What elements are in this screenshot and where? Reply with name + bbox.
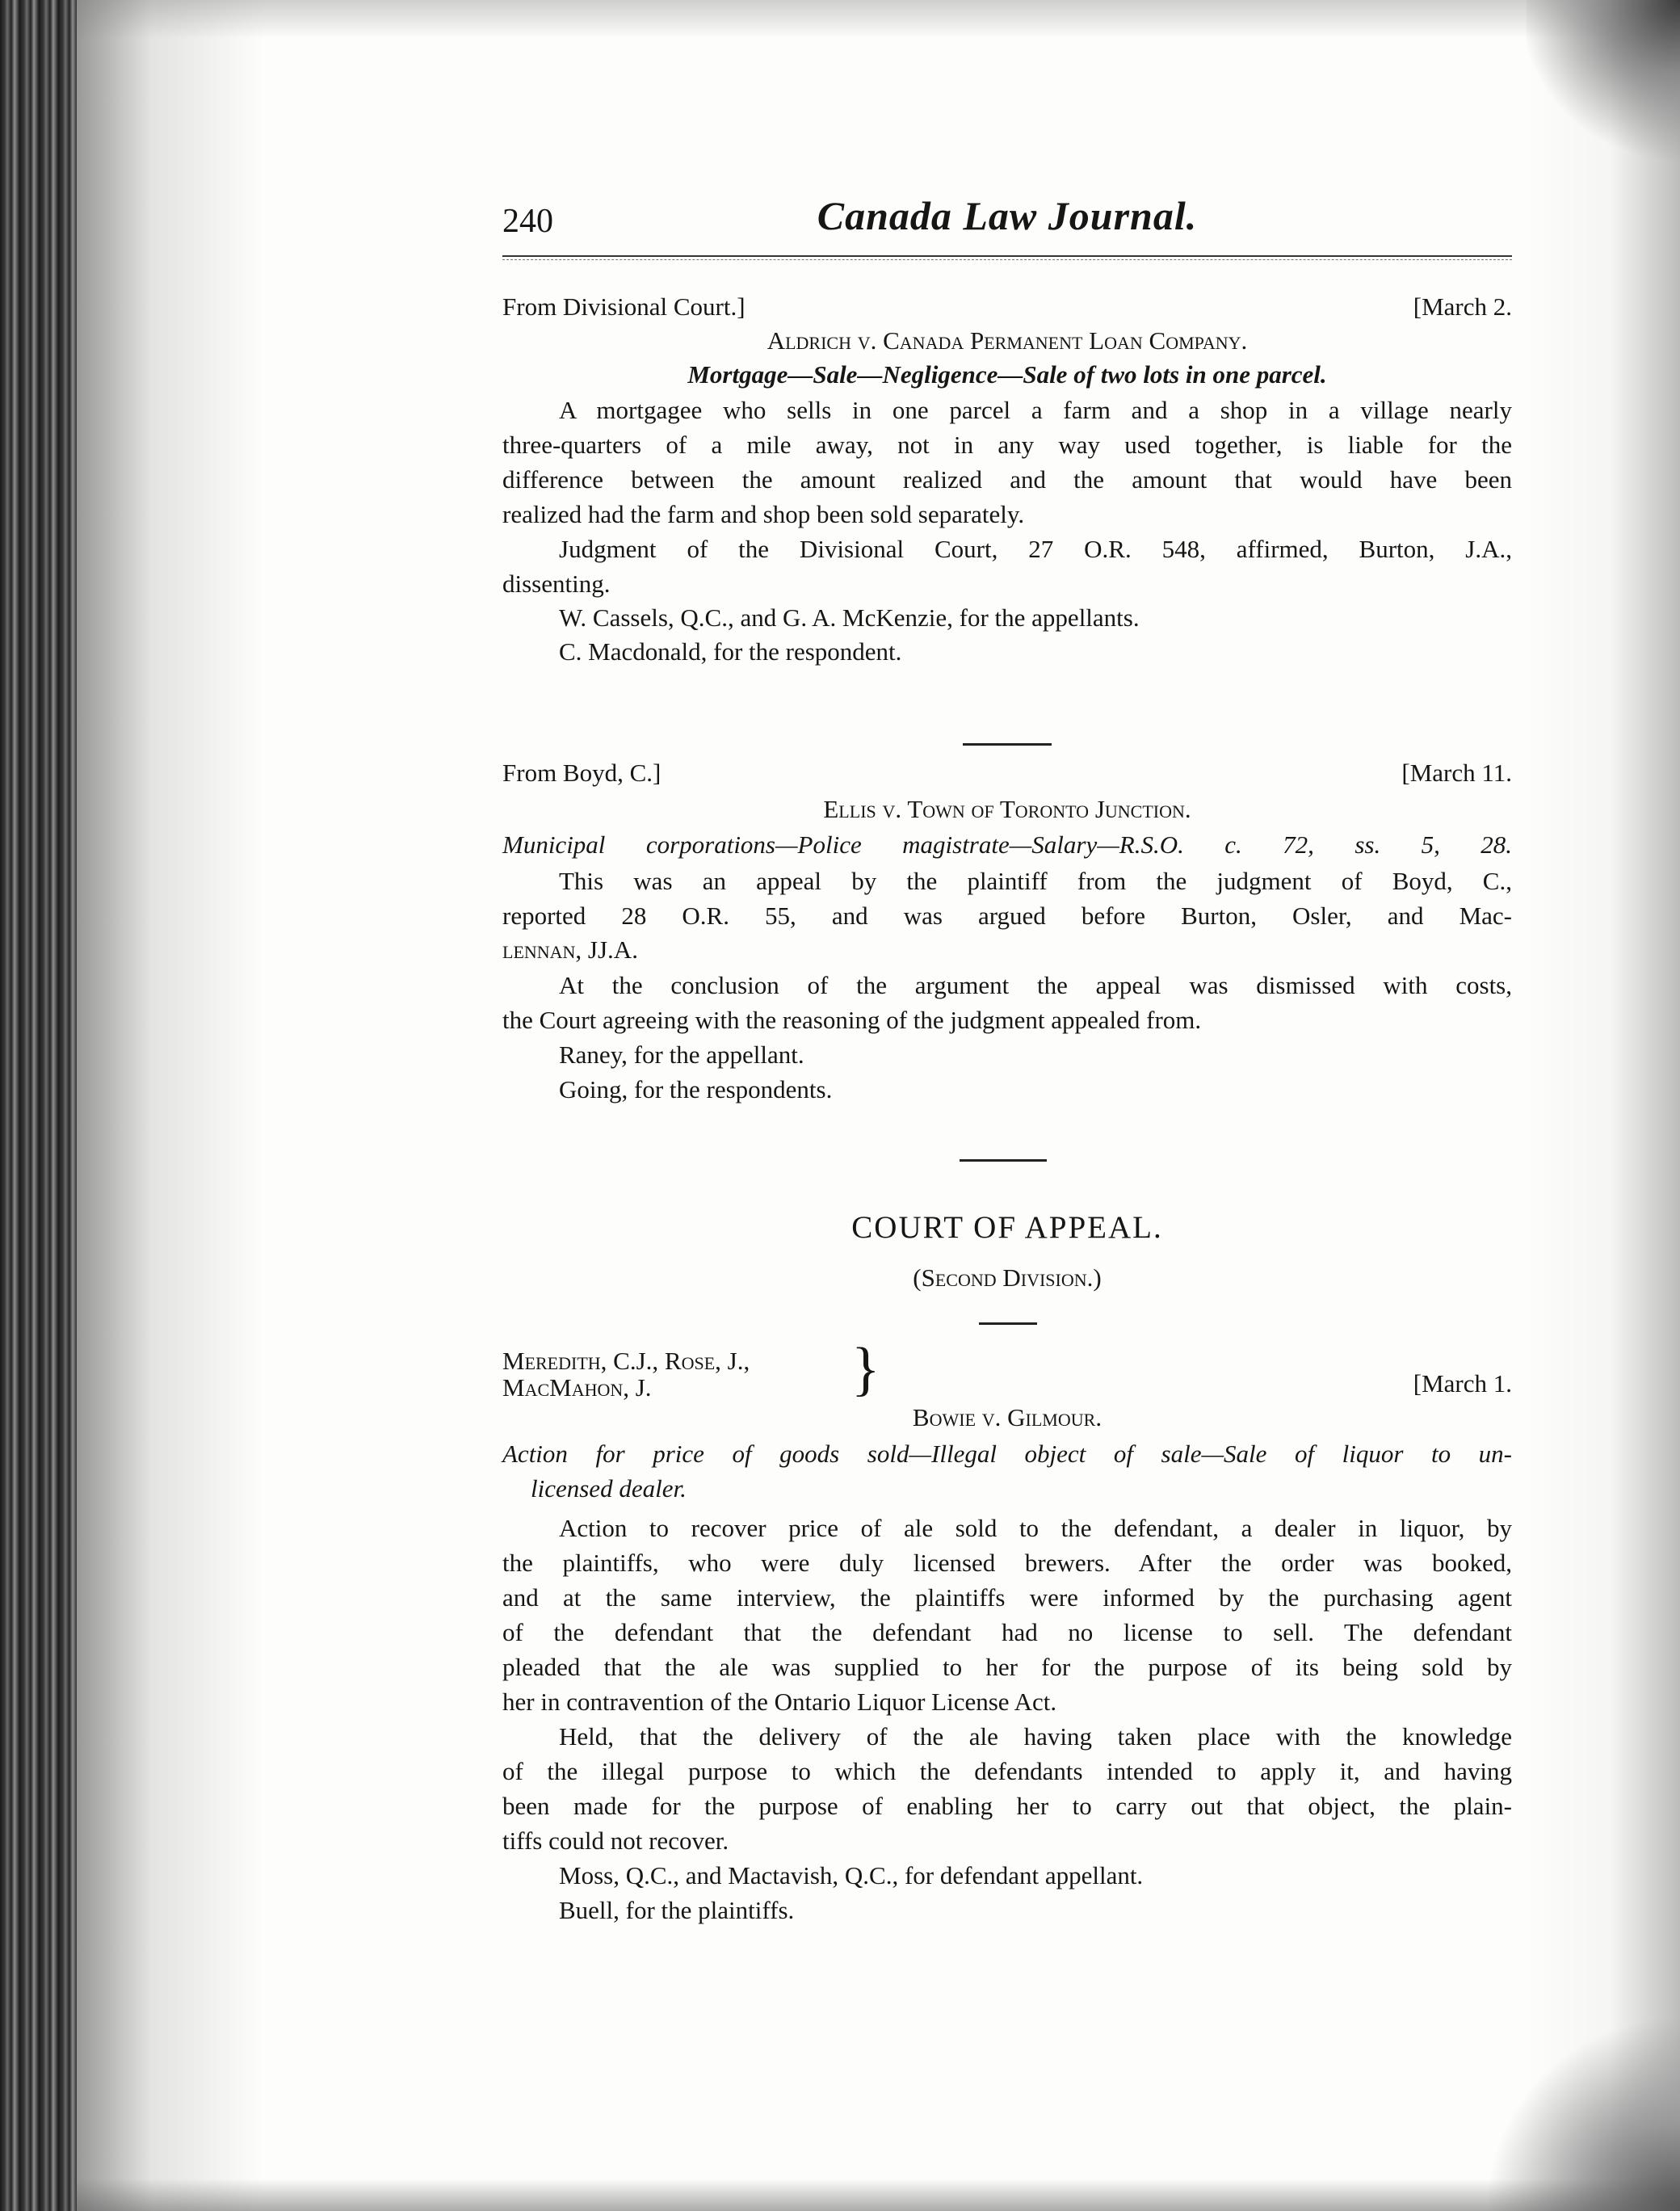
- case3-judges-line: MacMahon, J.: [502, 1373, 652, 1402]
- case2-counsel-respondents: Going, for the respondents.: [559, 1075, 833, 1103]
- header-rule: [502, 255, 1512, 257]
- judges-brace: }: [851, 1336, 880, 1402]
- case1-body-line: A mortgagee who sells in one parcel a farm and a shop in a village nearly: [559, 396, 1512, 424]
- case2-headnote: Municipal corporations—Police magistrate—Salary—R.S.O. c. 72, ss. 5, 28.: [502, 830, 1512, 859]
- case2-body-line: lennan, JJ.A.: [502, 935, 638, 964]
- running-header: [502, 192, 1512, 249]
- section-separator: [979, 1322, 1037, 1325]
- case2-conclusion-line: the Court agreeing with the reasoning of the judgment appealed from.: [502, 1006, 1202, 1034]
- case3-headnote-line: licensed dealer.: [531, 1474, 687, 1503]
- page-number: 240: [502, 203, 553, 240]
- case1-date: [March 2.: [1413, 292, 1512, 321]
- case3-title: Bowie v. Gilmour.: [912, 1403, 1102, 1431]
- case-separator: [963, 743, 1052, 746]
- case3-body-line: Action to recover price of ale sold to the defendant, a dealer in liquor, by: [559, 1514, 1512, 1542]
- case1-body-line: difference between the amount realized and the amount that would have been: [502, 465, 1512, 494]
- case2-body-line: This was an appeal by the plaintiff from the judgment of Boyd, C.,: [559, 867, 1512, 895]
- journal-title: Canada Law Journal.: [817, 193, 1198, 238]
- case3-body-line: of the defendant that the defendant had no license to sell. The defendant: [502, 1618, 1512, 1646]
- case1-body-line: realized had the farm and shop been sold separately.: [502, 500, 1025, 528]
- case1-counsel-respondent: C. Macdonald, for the respondent.: [559, 637, 902, 666]
- case3-counsel-plaintiffs: Buell, for the plaintiffs.: [559, 1896, 795, 1924]
- case3-held-line: tiffs could not recover.: [502, 1826, 729, 1855]
- bottom-edge-shadow: [77, 2179, 1680, 2211]
- section-subheading: (Second Division.): [913, 1263, 1102, 1292]
- case2-title: Ellis v. Town of Toronto Junction.: [823, 795, 1191, 823]
- case1-origin-row: [502, 291, 1512, 323]
- case3-body-line: pleaded that the ale was supplied to her for the purpose of its being sold by: [502, 1653, 1512, 1681]
- top-right-corner-wear: [1527, 0, 1680, 186]
- case3-held-line: been made for the purpose of enabling her to carry out that object, the plain-: [502, 1792, 1512, 1820]
- case2-date: [March 11.: [1401, 759, 1512, 787]
- case1-judgment-line: dissenting.: [502, 570, 611, 598]
- header-rule-dashed: [502, 259, 1512, 260]
- case1-body-line: three-quarters of a mile away, not in any way used together, is liable for the: [502, 431, 1512, 459]
- case2-from: From Boyd, C.]: [502, 759, 662, 787]
- right-edge-shadow: [1527, 0, 1680, 2211]
- case3-counsel-appellant: Moss, Q.C., and Mactavish, Q.C., for defendant appellant.: [559, 1861, 1144, 1889]
- case2-counsel-appellant: Raney, for the appellant.: [559, 1040, 804, 1069]
- case3-body-line: her in contravention of the Ontario Liquor License Act.: [502, 1688, 1057, 1716]
- case2-origin-row: [502, 757, 1512, 789]
- case1-judgment-line: Judgment of the Divisional Court, 27 O.R. 548, affirmed, Burton, J.A.,: [559, 535, 1512, 563]
- case1-title: Aldrich v. Canada Permanent Loan Company.: [766, 326, 1248, 355]
- case1-counsel-appellants: W. Cassels, Q.C., and G. A. McKenzie, for the appellants.: [559, 603, 1140, 632]
- case2-body-line: reported 28 O.R. 55, and was argued before Burton, Osler, and Mac-: [502, 902, 1512, 930]
- gutter-shadow: [77, 0, 262, 2211]
- case-separator: [960, 1159, 1047, 1162]
- case3-body-line: and at the same interview, the plaintiffs were informed by the purchasing agent: [502, 1583, 1512, 1612]
- case2-conclusion-line: At the conclusion of the argument the appeal was dismissed with costs,: [559, 971, 1512, 999]
- top-edge-shadow: [77, 0, 1680, 39]
- section-heading: COURT OF APPEAL.: [851, 1210, 1163, 1245]
- case3-judges-line: Meredith, C.J., Rose, J.,: [502, 1347, 750, 1375]
- case1-from: From Divisional Court.]: [502, 292, 746, 321]
- book-binding-shadow: [0, 0, 77, 2211]
- case3-date: [March 1.: [1413, 1369, 1512, 1398]
- case3-body-line: the plaintiffs, who were duly licensed brewers. After the order was booked,: [502, 1549, 1512, 1577]
- case3-held-line: Held, that the delivery of the ale having taken place with the knowledge: [559, 1722, 1512, 1751]
- case1-headnote: Mortgage—Sale—Negligence—Sale of two lots in one parcel.: [687, 360, 1327, 389]
- case3-headnote-line: Action for price of goods sold—Illegal object of sale—Sale of liquor to un-: [502, 1440, 1512, 1468]
- case3-held-line: of the illegal purpose to which the defendants intended to apply it, and having: [502, 1757, 1512, 1785]
